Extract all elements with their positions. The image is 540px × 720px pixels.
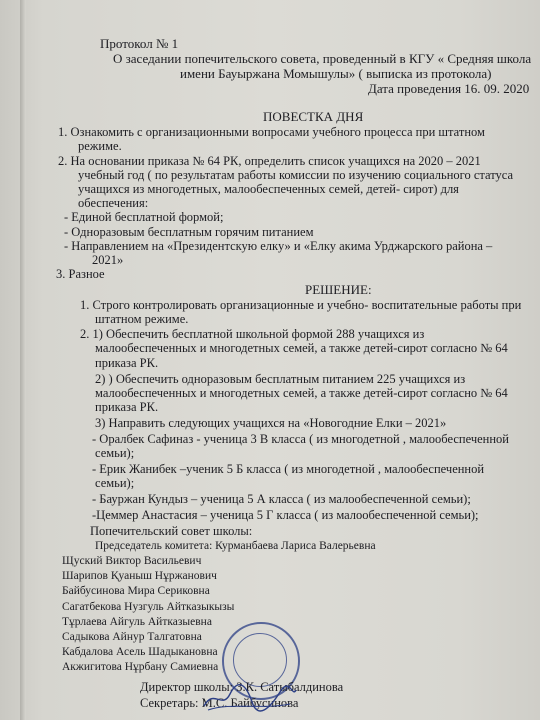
agenda-line: учебный год ( по результатам работы комиссии по изучению социального статуса <box>78 168 514 182</box>
protocol-number: Протокол № 1 <box>100 36 179 51</box>
header-line-1: О заседании попечительского совета, проведенный в КГУ « Средняя школа <box>113 51 532 66</box>
decision-line: малообеспеченных и многодетных семей, а также детей-сирот согласно № 64 <box>95 386 508 400</box>
decision-line: -Цеммер Анастасия – ученица 5 Г класса ( из малообеспеченной семьи); <box>92 508 479 522</box>
decision-line: 1. Строго контролировать организационные и учебно- воспитательные работы при <box>80 298 522 312</box>
header-line-2: имени Бауыржана Момышулы» ( выписка из протокола) <box>180 66 492 81</box>
council-member: Акжигитова Нұрбану Самиевна <box>62 661 219 673</box>
decision-line: семьи); <box>95 446 135 460</box>
secretary-signature-line: Секретарь: М.С. Байбусинова <box>140 696 299 710</box>
council-member: Кабдалова Асель Шадыкановна <box>62 646 218 658</box>
council-member: Щуский Виктор Васильевич <box>62 555 202 567</box>
agenda-item: - Единой бесплатной формой; <box>64 210 224 224</box>
agenda-line: 2. На основании приказа № 64 РК, определить список учащихся на 2020 – 2021 <box>58 154 481 168</box>
decision-line: приказа РК. <box>95 400 159 414</box>
decision-title: РЕШЕНИЕ: <box>305 282 372 297</box>
decision-line: малообеспеченных и многодетных семей, а также детей-сирот согласно № 64 <box>95 341 508 355</box>
agenda-line: обеспечения: <box>78 196 149 210</box>
decision-line: приказа РК. <box>95 356 159 370</box>
decision-line: 3) Направить следующих учащихся на «Новогодние Елки – 2021» <box>95 416 447 430</box>
agenda-line: учащихся из многодетных, малообеспеченных семей, детей- сирот) для <box>78 182 459 196</box>
agenda-line: 3. Разное <box>56 267 105 281</box>
council-member: Садыкова Айнур Талгатовна <box>62 631 202 643</box>
agenda-item: 2021» <box>92 253 124 267</box>
council-chair: Председатель комитета: Курманбаева Лариса Валерьевна <box>95 540 376 552</box>
council-member: Сагатбекова Нузгуль Айтказыкызы <box>62 601 235 613</box>
agenda-line: 1. Ознакомить с организационными вопросами учебного процесса при штатном <box>58 125 485 139</box>
decision-line: 2) ) Обеспечить одноразовым бесплатным питанием 225 учащихся из <box>95 372 466 386</box>
agenda-item: - Одноразовым бесплатным горячим питанием <box>64 225 314 239</box>
decision-line: штатном режиме. <box>95 312 189 326</box>
meeting-date: Дата проведения 16. 09. 2020 <box>368 81 530 96</box>
decision-line: - Ерик Жанибек –ученик 5 Б класса ( из многодетной , малообеспеченной <box>92 462 485 476</box>
director-signature-line: Директор школы: З.К. Сатыбалдинова <box>140 680 344 694</box>
council-member: Шарипов Қуаныш Нұржанович <box>62 570 217 582</box>
decision-line: - Оралбек Сафиназ - ученица 3 В класса ( из многодетной , малообеспеченной <box>92 432 509 446</box>
council-member: Байбусинова Мира Сериковна <box>62 585 210 597</box>
council-title: Попечительский совет школы: <box>90 524 253 538</box>
council-member: Тұрлаева Айгуль Айтказыевна <box>62 616 212 628</box>
agenda-title: ПОВЕСТКА ДНЯ <box>263 109 364 124</box>
decision-line: семьи); <box>95 476 135 490</box>
paper-fold <box>20 0 26 720</box>
decision-line: 2. 1) Обеспечить бесплатной школьной формой 288 учащихся из <box>80 327 425 341</box>
agenda-line: режиме. <box>78 139 122 153</box>
agenda-item: - Направлением на «Президентскую елку» и «Елку акима Урджарского района – <box>64 239 493 253</box>
handwritten-signature <box>200 680 300 714</box>
decision-line: - Бауржан Кундыз – ученица 5 А класса ( из малообеспеченной семьи); <box>92 492 471 506</box>
